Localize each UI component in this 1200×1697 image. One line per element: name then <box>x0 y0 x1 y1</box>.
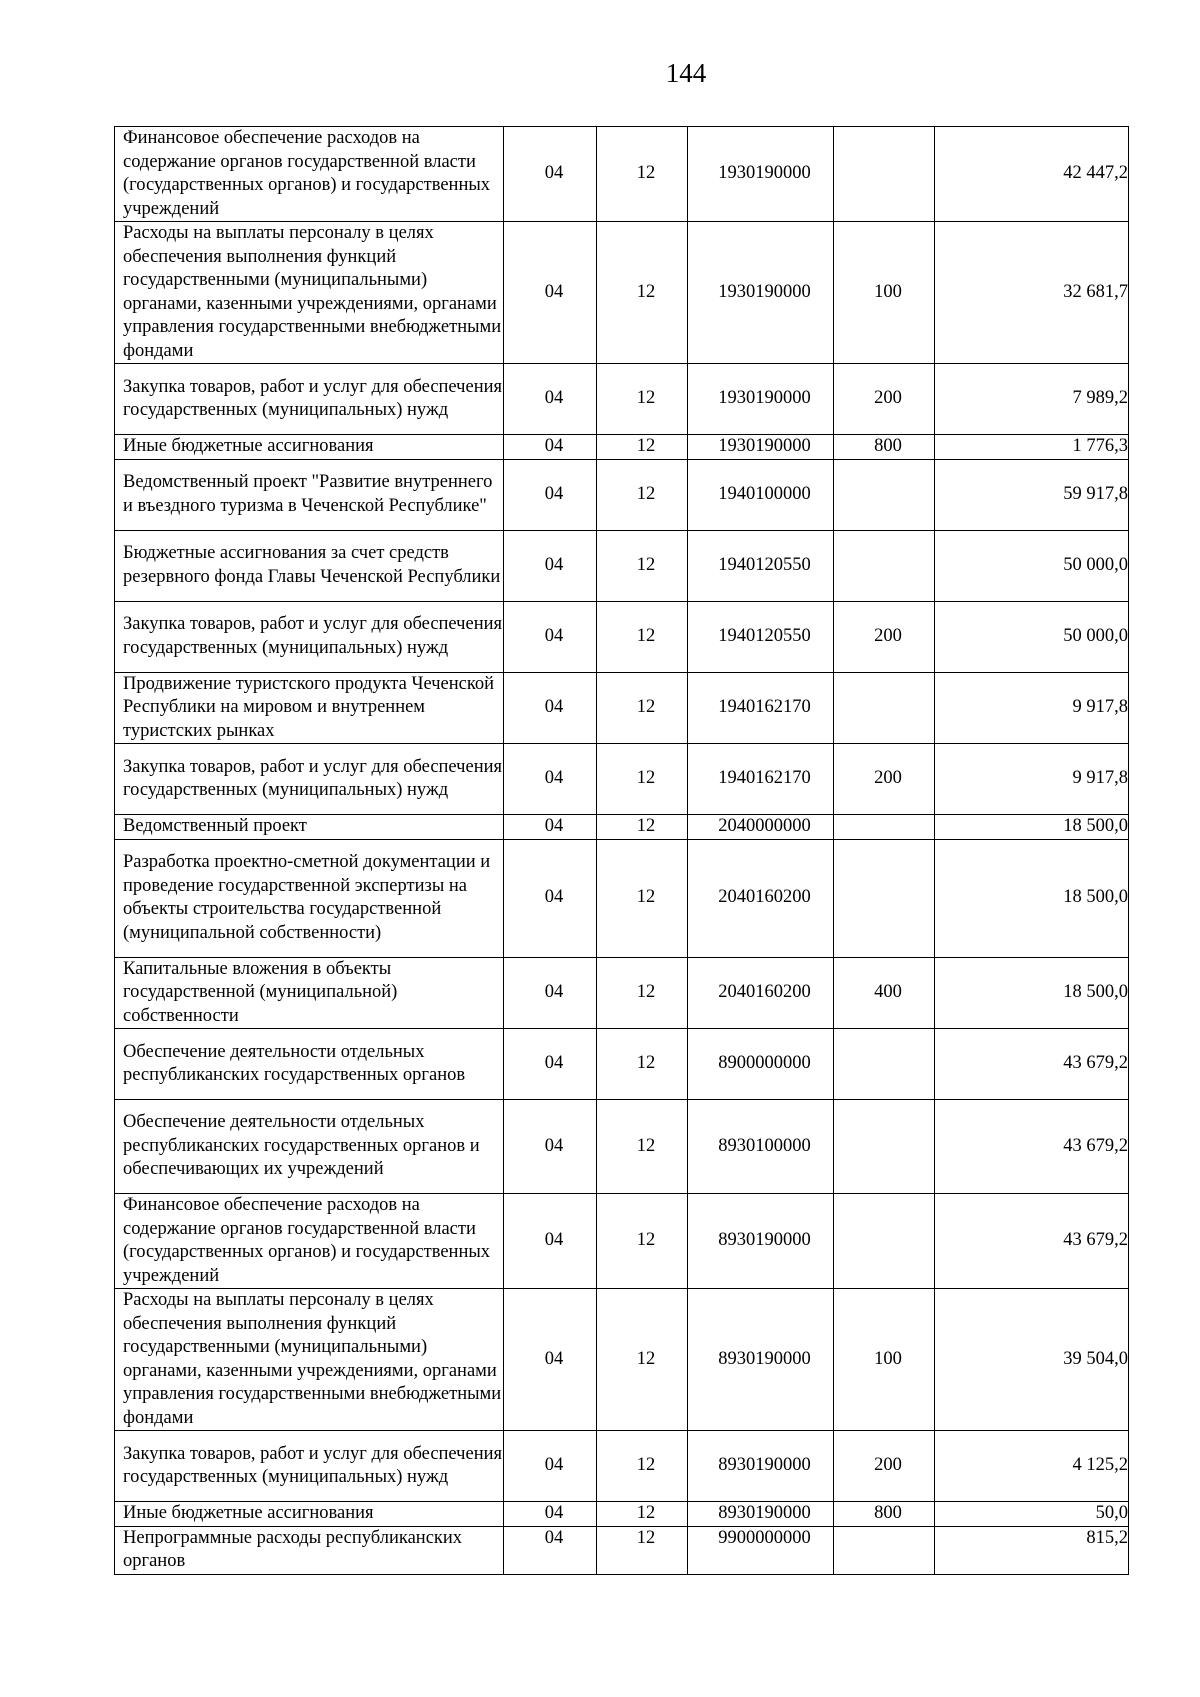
section-code: 04 <box>504 222 597 364</box>
expense-type-code: 200 <box>834 1431 935 1502</box>
subsection-code: 12 <box>597 222 688 364</box>
expense-type-code: 200 <box>834 601 935 672</box>
row-name: Закупка товаров, работ и услуг для обеспечения государственных (муниципальных) нужд <box>115 364 504 435</box>
section-code: 04 <box>504 815 597 840</box>
expense-type-code: 800 <box>834 1502 935 1527</box>
row-name: Закупка товаров, работ и услуг для обеспечения государственных (муниципальных) нужд <box>115 601 504 672</box>
table-row <box>115 1502 1129 1527</box>
target-article-code: 1930190000 <box>688 435 834 460</box>
row-name: Обеспечение деятельности отдельных республиканских государственных органов и обеспечивающих их учреждений <box>115 1100 504 1194</box>
subsection-code: 12 <box>597 672 688 744</box>
table-row <box>115 744 1129 815</box>
amount: 59 917,8 <box>935 459 1129 530</box>
target-article-code: 8930190000 <box>688 1502 834 1527</box>
row-name: Расходы на выплаты персоналу в целях обеспечения выполнения функций государственными (муниципальными) органами, казенными учреждениями, органами управления государственными внебюджетными фондами <box>115 1289 504 1431</box>
amount: 4 125,2 <box>935 1431 1129 1502</box>
row-name: Продвижение туристского продукта Чеченской Республики на мировом и внутреннем туристских рынках <box>115 672 504 744</box>
row-name: Закупка товаров, работ и услуг для обеспечения государственных (муниципальных) нужд <box>115 744 504 815</box>
subsection-code: 12 <box>597 1431 688 1502</box>
section-code: 04 <box>504 127 597 222</box>
expense-type-code: 200 <box>834 744 935 815</box>
table-row <box>115 1029 1129 1100</box>
table-row <box>115 601 1129 672</box>
target-article-code: 1940162170 <box>688 672 834 744</box>
section-code: 04 <box>504 459 597 530</box>
expense-type-code <box>834 1194 935 1289</box>
section-code: 04 <box>504 601 597 672</box>
subsection-code: 12 <box>597 1100 688 1194</box>
expense-type-code: 100 <box>834 1289 935 1431</box>
row-name: Финансовое обеспечение расходов на содержание органов государственной власти (государственных органов) и государственных учреждений <box>115 127 504 222</box>
row-name: Финансовое обеспечение расходов на содержание органов государственной власти (государственных органов) и государственных учреждений <box>115 1194 504 1289</box>
section-code: 04 <box>504 530 597 601</box>
row-name: Разработка проектно-сметной документации и проведение государственной экспертизы на объекты строительства государственной (муниципальной собственности) <box>115 839 504 957</box>
section-code: 04 <box>504 744 597 815</box>
expense-type-code <box>834 459 935 530</box>
amount: 43 679,2 <box>935 1029 1129 1100</box>
subsection-code: 12 <box>597 839 688 957</box>
budget-table <box>114 126 1129 1575</box>
subsection-code: 12 <box>597 601 688 672</box>
expense-type-code <box>834 672 935 744</box>
section-code: 04 <box>504 1029 597 1100</box>
section-code: 04 <box>504 1502 597 1527</box>
subsection-code: 12 <box>597 435 688 460</box>
subsection-code: 12 <box>597 127 688 222</box>
amount: 815,2 <box>935 1526 1129 1574</box>
row-name: Обеспечение деятельности отдельных республиканских государственных органов <box>115 1029 504 1100</box>
target-article-code: 1930190000 <box>688 222 834 364</box>
amount: 50 000,0 <box>935 530 1129 601</box>
subsection-code: 12 <box>597 744 688 815</box>
amount: 50,0 <box>935 1502 1129 1527</box>
table-row <box>115 815 1129 840</box>
amount: 43 679,2 <box>935 1100 1129 1194</box>
row-name: Бюджетные ассигнования за счет средств резервного фонда Главы Чеченской Республики <box>115 530 504 601</box>
subsection-code: 12 <box>597 530 688 601</box>
expense-type-code <box>834 530 935 601</box>
amount: 7 989,2 <box>935 364 1129 435</box>
section-code: 04 <box>504 672 597 744</box>
row-name: Непрограммные расходы республиканских органов <box>115 1526 504 1574</box>
target-article-code: 1940120550 <box>688 601 834 672</box>
subsection-code: 12 <box>597 1029 688 1100</box>
expense-type-code: 400 <box>834 957 935 1029</box>
amount: 39 504,0 <box>935 1289 1129 1431</box>
table-row <box>115 1194 1129 1289</box>
subsection-code: 12 <box>597 1526 688 1574</box>
target-article-code: 1930190000 <box>688 364 834 435</box>
target-article-code: 1940120550 <box>688 530 834 601</box>
section-code: 04 <box>504 957 597 1029</box>
section-code: 04 <box>504 364 597 435</box>
section-code: 04 <box>504 1100 597 1194</box>
row-name: Иные бюджетные ассигнования <box>115 435 504 460</box>
amount: 18 500,0 <box>935 815 1129 840</box>
section-code: 04 <box>504 435 597 460</box>
section-code: 04 <box>504 1194 597 1289</box>
target-article-code: 2040160200 <box>688 957 834 1029</box>
section-code: 04 <box>504 839 597 957</box>
expense-type-code <box>834 1526 935 1574</box>
table-row <box>115 127 1129 222</box>
table-row <box>115 222 1129 364</box>
row-name: Капитальные вложения в объекты государственной (муниципальной) собственности <box>115 957 504 1029</box>
table-row <box>115 364 1129 435</box>
target-article-code: 2040000000 <box>688 815 834 840</box>
amount: 9 917,8 <box>935 672 1129 744</box>
table-row <box>115 1289 1129 1431</box>
table-row <box>115 1526 1129 1574</box>
expense-type-code: 100 <box>834 222 935 364</box>
target-article-code: 1940100000 <box>688 459 834 530</box>
target-article-code: 1930190000 <box>688 127 834 222</box>
section-code: 04 <box>504 1289 597 1431</box>
target-article-code: 8900000000 <box>688 1029 834 1100</box>
expense-type-code: 200 <box>834 364 935 435</box>
target-article-code: 9900000000 <box>688 1526 834 1574</box>
expense-type-code <box>834 839 935 957</box>
target-article-code: 2040160200 <box>688 839 834 957</box>
table-row <box>115 435 1129 460</box>
row-name: Ведомственный проект "Развитие внутреннего и въездного туризма в Чеченской Республике" <box>115 459 504 530</box>
subsection-code: 12 <box>597 364 688 435</box>
page-number: 144 <box>665 58 707 88</box>
table-row <box>115 839 1129 957</box>
expense-type-code <box>834 127 935 222</box>
table-row <box>115 1431 1129 1502</box>
amount: 18 500,0 <box>935 957 1129 1029</box>
target-article-code: 8930190000 <box>688 1289 834 1431</box>
expense-type-code: 800 <box>834 435 935 460</box>
row-name: Иные бюджетные ассигнования <box>115 1502 504 1527</box>
table-row <box>115 957 1129 1029</box>
subsection-code: 12 <box>597 1289 688 1431</box>
amount: 42 447,2 <box>935 127 1129 222</box>
target-article-code: 8930190000 <box>688 1194 834 1289</box>
amount: 1 776,3 <box>935 435 1129 460</box>
amount: 32 681,7 <box>935 222 1129 364</box>
section-code: 04 <box>504 1431 597 1502</box>
row-name: Расходы на выплаты персоналу в целях обеспечения выполнения функций государственными (муниципальными) органами, казенными учреждениями, органами управления государственными внебюджетными фондами <box>115 222 504 364</box>
row-name: Ведомственный проект <box>115 815 504 840</box>
expense-type-code <box>834 815 935 840</box>
table-row <box>115 1100 1129 1194</box>
row-name: Закупка товаров, работ и услуг для обеспечения государственных (муниципальных) нужд <box>115 1431 504 1502</box>
subsection-code: 12 <box>597 957 688 1029</box>
amount: 50 000,0 <box>935 601 1129 672</box>
target-article-code: 8930100000 <box>688 1100 834 1194</box>
section-code: 04 <box>504 1526 597 1574</box>
amount: 18 500,0 <box>935 839 1129 957</box>
amount: 43 679,2 <box>935 1194 1129 1289</box>
expense-type-code <box>834 1100 935 1194</box>
target-article-code: 1940162170 <box>688 744 834 815</box>
table-row <box>115 459 1129 530</box>
subsection-code: 12 <box>597 1502 688 1527</box>
subsection-code: 12 <box>597 1194 688 1289</box>
table-row <box>115 672 1129 744</box>
target-article-code: 8930190000 <box>688 1431 834 1502</box>
table-row <box>115 530 1129 601</box>
subsection-code: 12 <box>597 815 688 840</box>
budget-table-body <box>115 127 1129 1575</box>
subsection-code: 12 <box>597 459 688 530</box>
amount: 9 917,8 <box>935 744 1129 815</box>
expense-type-code <box>834 1029 935 1100</box>
